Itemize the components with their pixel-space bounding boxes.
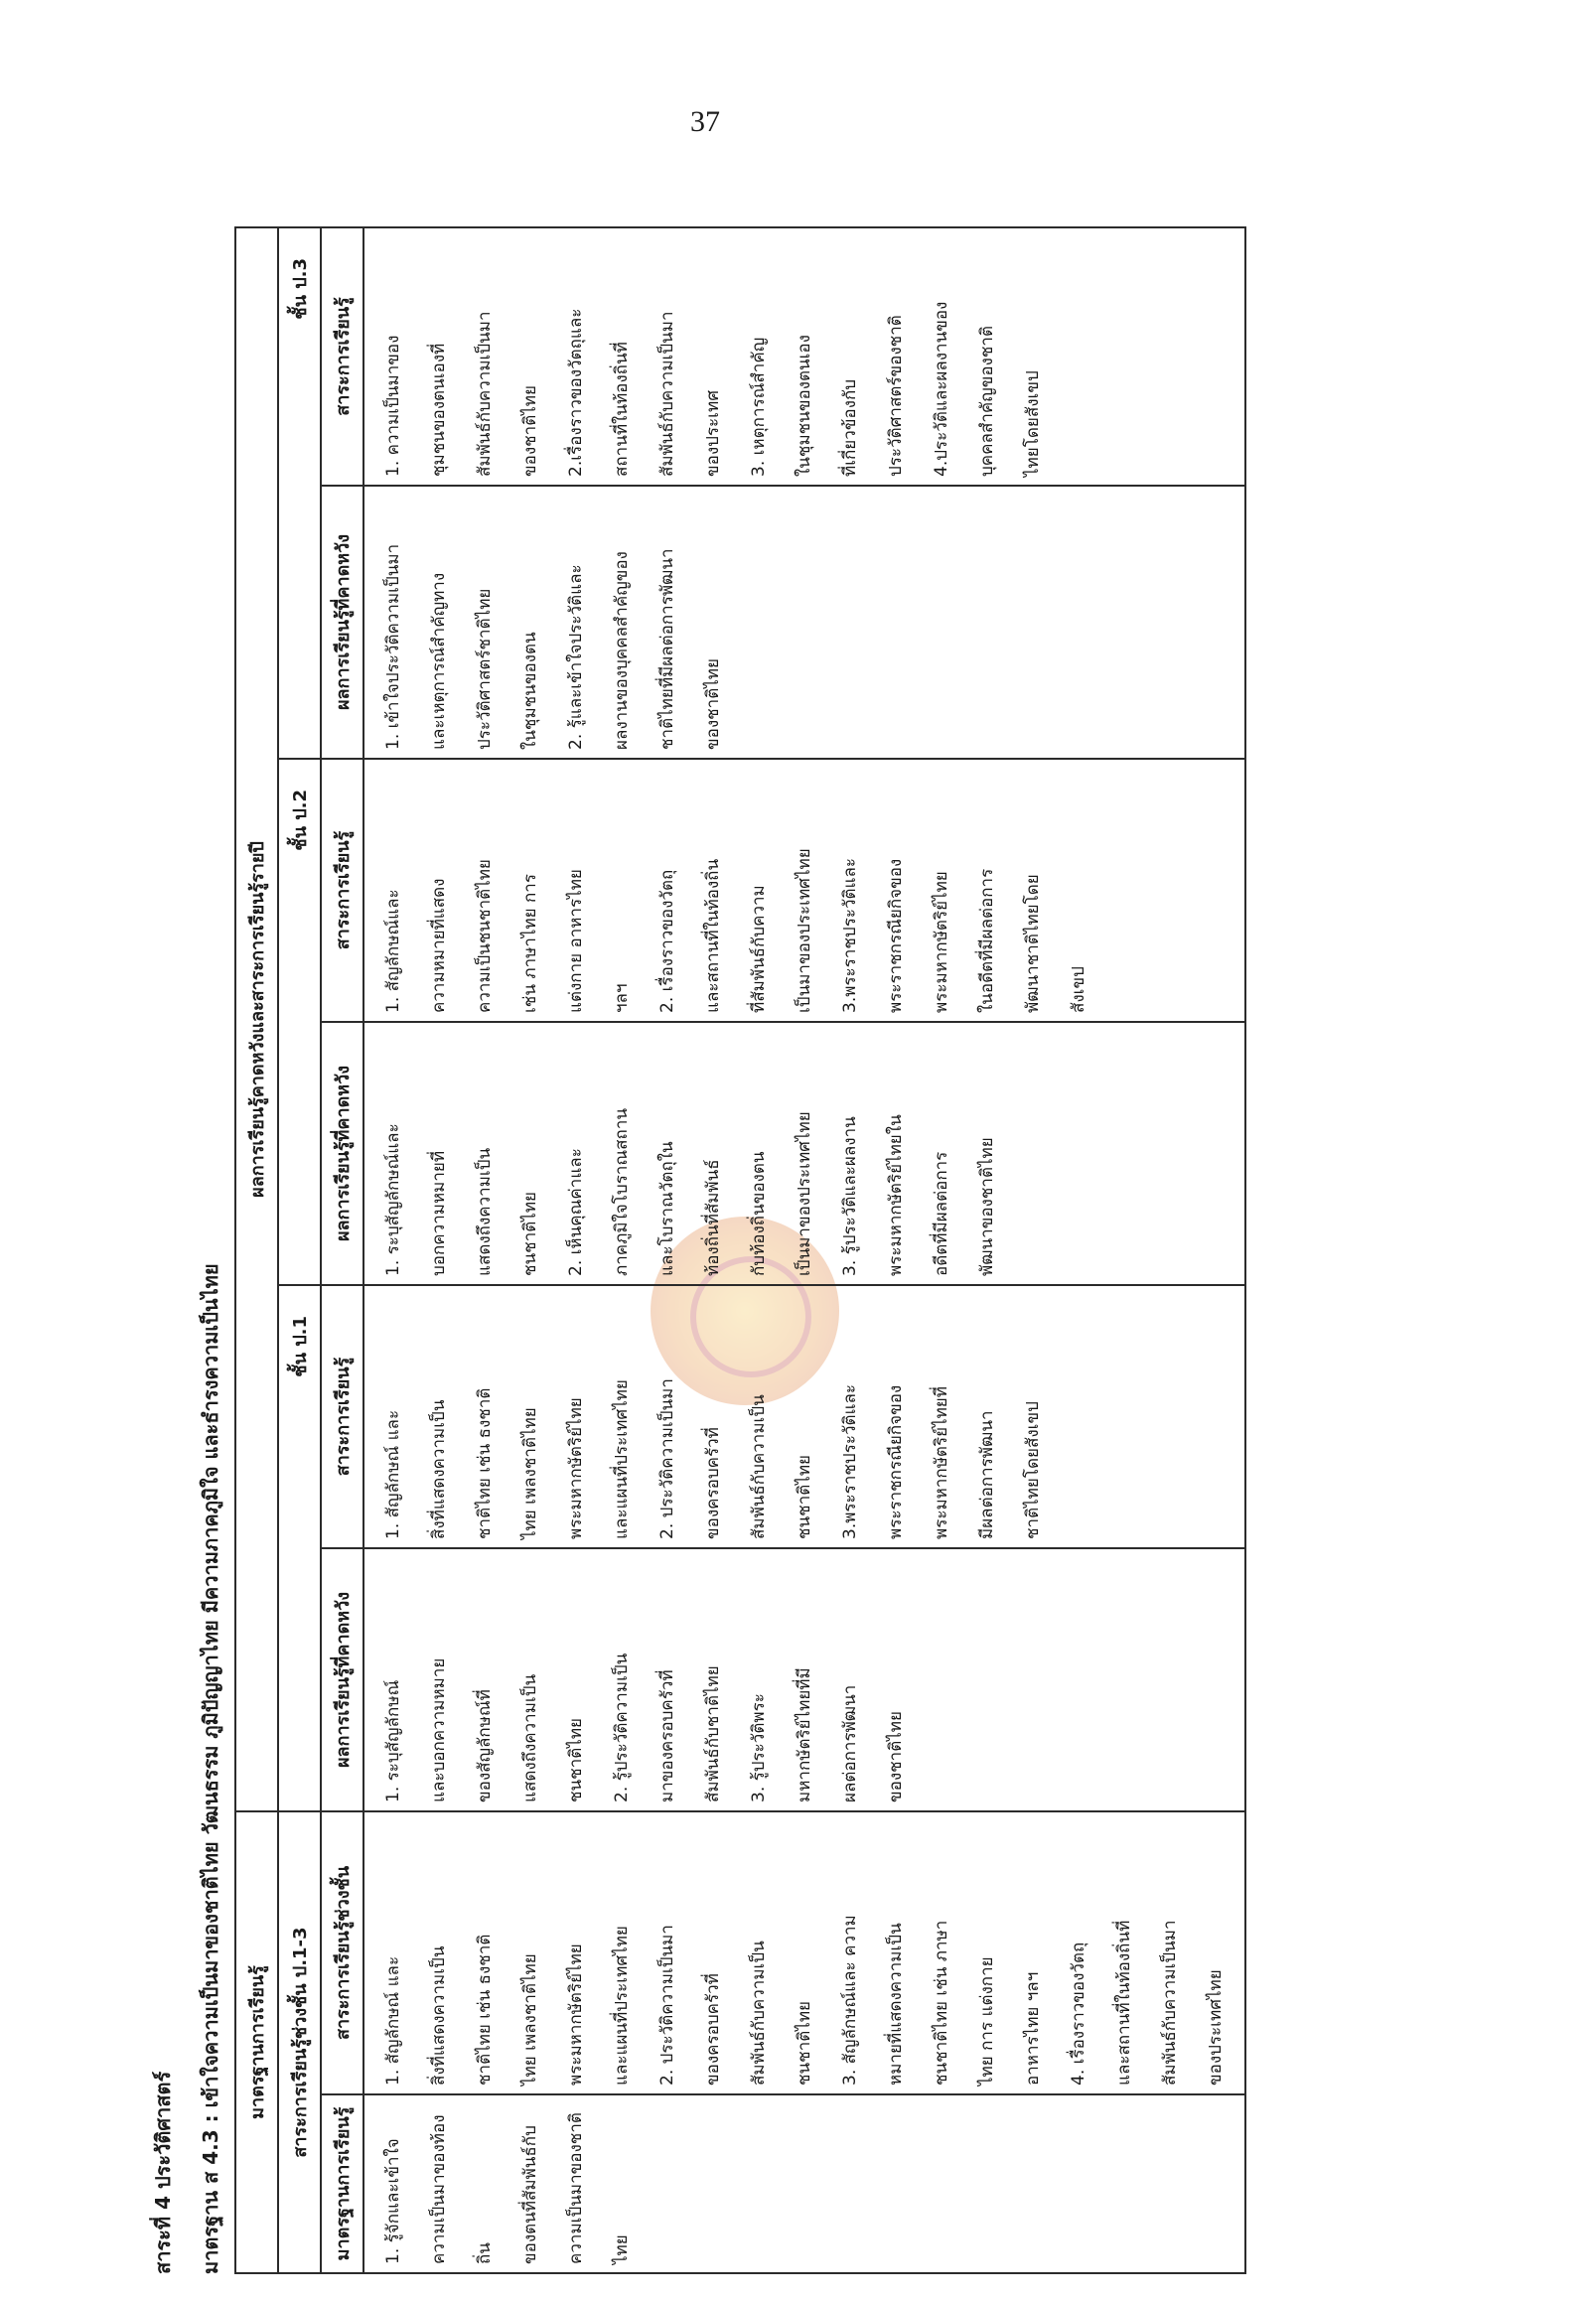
standard-heading: มาตรฐาน ส 4.3 : เข้าใจความเป็นมาของชาติไทย วัฒนธรรม ภูมิปัญญาไทย มีความภาคภูมิใจ และธำรงความเป็นไทย bbox=[199, 1263, 222, 2274]
cell-line: สัมพันธ์กับความเป็น bbox=[749, 1394, 769, 1539]
cell-line: เป็นมาของประเทศไทย bbox=[795, 1111, 814, 1276]
subject-heading: สาระที่ 4 ประวัติศาสตร์ bbox=[151, 2071, 175, 2274]
outcomes-group-header: ผลการเรียนรู้คาดหวังและสาระการเรียนรู้รายปี bbox=[235, 227, 278, 1811]
cell-line: ชาติไทย เช่น ธงชาติ bbox=[475, 1387, 495, 1539]
cell-line: พระมหากษัตริย์ไทยที่ bbox=[932, 1386, 951, 1539]
cell-line: ผลงานของบุคคลสำคัญของ bbox=[612, 551, 632, 750]
cell-line: สัมพันธ์กับความเป็นมา bbox=[1160, 1920, 1180, 2086]
column-header: สาระการเรียนรู้ bbox=[321, 227, 363, 486]
column-header: สาระการเรียนรู้ bbox=[321, 759, 363, 1022]
cell-line: พระราชกรณียกิจของ bbox=[886, 1384, 906, 1539]
cell-line: ชาติไทยที่มีผลต่อการพัฒนา bbox=[657, 548, 677, 750]
cell-line: 2. เรื่องราวของวัตถุ bbox=[657, 869, 677, 1013]
cell-line: ความเป็นมาของชาติไทย bbox=[566, 2112, 632, 2264]
cell-line: 2. ประวัติความเป็นมา bbox=[657, 1378, 677, 1539]
cell-line: ไทย การ แต่งกาย bbox=[977, 1956, 997, 2086]
cell-line: และสถานที่ในท้องถิ่นที่ bbox=[1114, 1920, 1134, 2086]
cell-line: ของชาติไทย bbox=[520, 385, 540, 477]
cell-line: ของประเทศ bbox=[703, 390, 723, 477]
column-header: ผลการเรียนรู้ที่คาดหวัง bbox=[321, 486, 363, 759]
cell-line: ชุมชนของตนเองที่ bbox=[429, 343, 449, 477]
cell-line: 1. สัญลักษณ์และ bbox=[383, 889, 403, 1013]
cell-line: ของครอบครัวที่ bbox=[703, 1427, 723, 1539]
cell-line: 2.เรื่องราวของวัตถุและ bbox=[566, 308, 586, 477]
cell-line: และบอกความหมาย bbox=[429, 1657, 449, 1802]
cell-line: ไทย เพลงชาติไทย bbox=[520, 1407, 540, 1539]
cell-line: ในชุมชนของตน bbox=[520, 632, 540, 750]
cell-line: 1. ความเป็นมาของ bbox=[383, 335, 403, 477]
cell-line: มาของครอบครัวที่ bbox=[657, 1669, 677, 1802]
cell-line: และสถานที่ในท้องถิ่น bbox=[703, 858, 723, 1013]
cell-line: เช่น ภาษาไทย การ bbox=[520, 874, 540, 1013]
cell-line: 2. เห็นคุณค่าและ bbox=[566, 1148, 586, 1276]
cell-line: พระมหากษัตริย์ไทย bbox=[566, 1943, 586, 2086]
cell-line: หมายที่แสดงความเป็น bbox=[886, 1923, 906, 2086]
p3-outcomes-cell bbox=[363, 486, 1245, 759]
cell-line: ของตนที่สัมพันธ์กับ bbox=[520, 2125, 540, 2264]
cell-line: 3. เหตุการณ์สำคัญ bbox=[749, 337, 769, 477]
cell-line: และเหตุการณ์สำคัญทาง bbox=[429, 572, 449, 750]
page-number: 37 bbox=[690, 105, 720, 138]
cell-line: สัมพันธ์กับชาติไทย bbox=[703, 1665, 723, 1802]
cell-line: พระมหากษัตริย์ไทยใน bbox=[886, 1114, 906, 1276]
cell-line: บุคคลสำคัญของชาติ bbox=[977, 326, 997, 477]
grade-header-p1: ชั้น ป.1 bbox=[278, 1285, 321, 1811]
p2-outcomes-cell bbox=[363, 1022, 1245, 1285]
column-header: มาตรฐานการเรียนรู้ bbox=[321, 2094, 363, 2273]
cell-line: สัมพันธ์กับความเป็น bbox=[749, 1941, 769, 2086]
cell-line: 3.พระราชประวัติและ bbox=[840, 1383, 860, 1539]
cell-line: อาหารไทย ฯลฯ bbox=[1023, 1971, 1043, 2086]
cell-line: ชาติไทย เช่น ธงชาติ bbox=[475, 1934, 495, 2086]
cell-line: มีผลต่อการพัฒนา bbox=[977, 1410, 997, 1539]
grade-range-content-cell bbox=[363, 1811, 1245, 2094]
cell-line: ประวัติศาสตร์ของชาติ bbox=[886, 315, 906, 477]
cell-line: ชนชาติไทย bbox=[566, 1718, 586, 1802]
cell-line: ชนชาติไทย bbox=[520, 1192, 540, 1276]
cell-line: 1. เข้าใจประวัติความเป็นมา bbox=[383, 543, 403, 750]
cell-line: ความเป็นชนชาติไทย bbox=[475, 859, 495, 1013]
cell-line: 4. เรื่องราวของวัตถุ bbox=[1069, 1942, 1088, 2086]
cell-line: 2. รู้และเข้าใจประวัติและ bbox=[566, 564, 586, 750]
cell-line: ผลต่อการพัฒนา bbox=[840, 1684, 860, 1802]
cell-line: สัมพันธ์กับความเป็นมา bbox=[657, 311, 677, 477]
cell-line: แสดงถึงความเป็น bbox=[520, 1673, 540, 1802]
cell-line: ความหมายที่แสดง bbox=[429, 878, 449, 1013]
p2-content-cell bbox=[363, 759, 1245, 1022]
column-header: ผลการเรียนรู้ที่คาดหวัง bbox=[321, 1548, 363, 1811]
cell-line: แสดงถึงความเป็น bbox=[475, 1147, 495, 1276]
cell-line: สิ่งที่แสดงความเป็น bbox=[429, 1399, 449, 1539]
table-row bbox=[363, 227, 1245, 2273]
cell-line: ไทยโดยสังเขป bbox=[1023, 370, 1043, 477]
cell-line: และแผนที่ประเทศไทย bbox=[612, 1926, 632, 2086]
cell-line: 1. ระบุสัญลักษณ์ bbox=[383, 1679, 403, 1802]
cell-line: เป็นมาของประเทศไทย bbox=[795, 848, 814, 1013]
cell-line: ฯลฯ bbox=[612, 983, 632, 1013]
cell-line: สถานที่ในท้องถิ่นที่ bbox=[612, 342, 632, 477]
grade-header-p3: ชั้น ป.3 bbox=[278, 227, 321, 759]
cell-line: กับท้องถิ่นของตน bbox=[749, 1151, 769, 1276]
cell-line: ประวัติศาสตร์ชาติไทย bbox=[475, 588, 495, 750]
cell-line: 1. สัญลักษณ์ และ bbox=[383, 1409, 403, 1539]
standard-group-header: มาตรฐานการเรียนรู้ bbox=[235, 1811, 278, 2273]
cell-line: ในอดีตที่มีผลต่อการ bbox=[977, 868, 997, 1013]
standard-cell bbox=[363, 2094, 1245, 2273]
cell-line: และแผนที่ประเทศไทย bbox=[612, 1379, 632, 1539]
cell-line: ของชาติไทย bbox=[703, 658, 723, 750]
cell-line: พระมหากษัตริย์ไทย bbox=[932, 871, 951, 1013]
cell-line: ท้องถิ่นที่สัมพันธ์ bbox=[703, 1159, 723, 1276]
grade-header-p2: ชั้น ป.2 bbox=[278, 759, 321, 1285]
cell-line: 1. ระบุสัญลักษณ์และ bbox=[383, 1123, 403, 1276]
cell-line: ชาติไทยโดยสังเขป bbox=[1023, 1401, 1043, 1539]
cell-line: พระราชกรณียกิจของ bbox=[886, 858, 906, 1013]
grade-range-header: สาระการเรียนรู้ช่วงชั้น ป.1-3 bbox=[278, 1811, 321, 2273]
cell-line: 3. รู้ประวัติพระ bbox=[749, 1693, 769, 1802]
cell-line: 3. รู้ประวัติและผลงาน bbox=[840, 1116, 860, 1276]
column-header: สาระการเรียนรู้ bbox=[321, 1285, 363, 1548]
cell-line: ชนชาติไทย bbox=[795, 1455, 814, 1539]
cell-line: ในชุมชนของตนเอง bbox=[795, 335, 814, 477]
curriculum-table bbox=[234, 226, 1246, 2274]
cell-line: พัฒนาชาติไทยโดย bbox=[1023, 874, 1043, 1013]
cell-line: 2. รู้ประวัติความเป็น bbox=[612, 1653, 632, 1802]
cell-line: ภาคภูมิใจโบราณสถาน bbox=[612, 1107, 632, 1276]
cell-line: สัมพันธ์กับความเป็นมา bbox=[475, 311, 495, 477]
cell-line: 3. สัญลักษณ์และ ความ bbox=[840, 1915, 860, 2086]
p3-content-cell bbox=[363, 227, 1245, 486]
cell-line: สังเขป bbox=[1069, 966, 1088, 1013]
cell-line: ของประเทศไทย bbox=[1206, 1969, 1226, 2086]
cell-line: ของครอบครัวที่ bbox=[703, 1973, 723, 2086]
cell-line: มหากษัตริย์ไทยที่มี bbox=[795, 1667, 814, 1802]
p1-content-cell bbox=[363, 1285, 1245, 1548]
cell-line: 1. รู้จักและเข้าใจ bbox=[383, 2138, 403, 2264]
cell-line: แต่งกาย อาหารไทย bbox=[566, 869, 586, 1013]
cell-line: สิ่งที่แสดงความเป็น bbox=[429, 1945, 449, 2086]
rotated-page-content bbox=[139, 209, 1430, 2274]
cell-line: ที่เกี่ยวข้องกับ bbox=[840, 378, 860, 477]
cell-line: 1. สัญลักษณ์ และ bbox=[383, 1955, 403, 2086]
cell-line: 3.พระราชประวัติและ bbox=[840, 857, 860, 1013]
cell-line: ไทย เพลงชาติไทย bbox=[520, 1953, 540, 2086]
cell-line: ความเป็นมาของท้องถิ่น bbox=[429, 2114, 495, 2264]
cell-line: ชนชาติไทย เช่น ภาษา bbox=[932, 1920, 951, 2086]
cell-line: 4.ประวัติและผลงานของ bbox=[932, 301, 951, 477]
cell-line: พัฒนาของชาติไทย bbox=[977, 1137, 997, 1276]
cell-line: 2. ประวัติความเป็นมา bbox=[657, 1925, 677, 2086]
p1-outcomes-cell bbox=[363, 1548, 1245, 1811]
cell-line: และโบราณวัตถุใน bbox=[657, 1141, 677, 1276]
cell-line: ของชาติไทย bbox=[886, 1711, 906, 1802]
cell-line: พระมหากษัตริย์ไทย bbox=[566, 1397, 586, 1539]
cell-line: ของสัญลักษณ์ที่ bbox=[475, 1689, 495, 1802]
cell-line: ที่สัมพันธ์กับความ bbox=[749, 885, 769, 1013]
cell-line: บอกความหมายที่ bbox=[429, 1150, 449, 1276]
cell-line: ชนชาติไทย bbox=[795, 2001, 814, 2086]
cell-line: อดีตที่มีผลต่อการ bbox=[932, 1151, 951, 1276]
column-header: สาระการเรียนรู้ช่วงชั้น bbox=[321, 1811, 363, 2094]
column-header: ผลการเรียนรู้ที่คาดหวัง bbox=[321, 1022, 363, 1285]
